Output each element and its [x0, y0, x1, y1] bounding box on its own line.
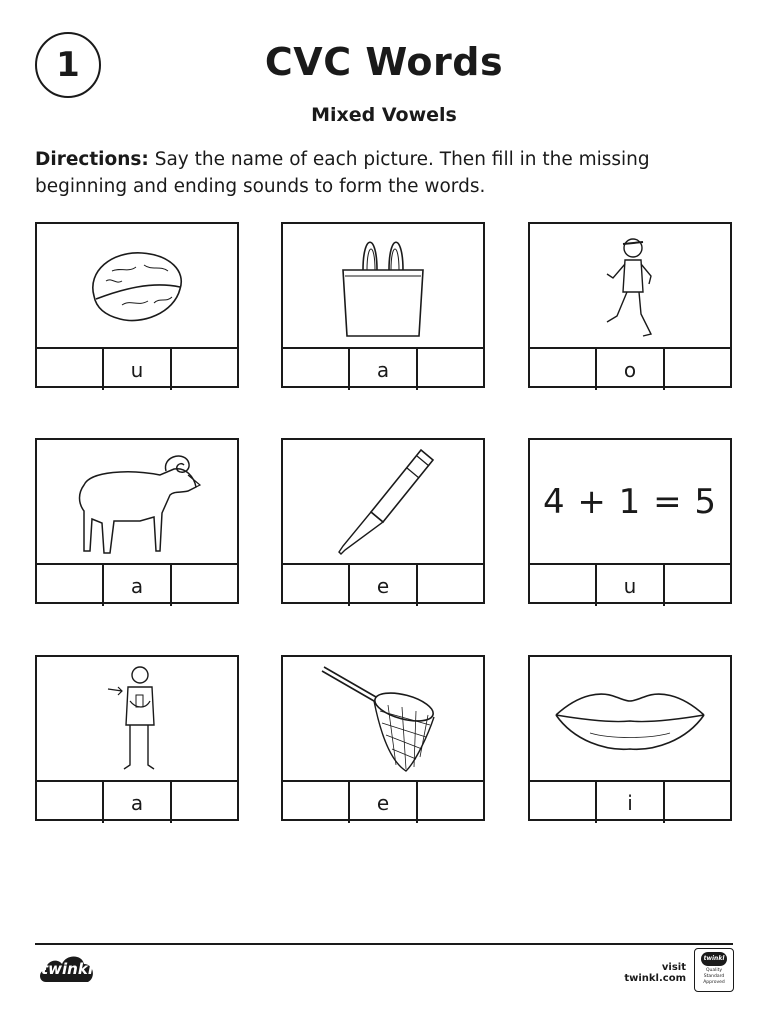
footer-divider	[35, 943, 733, 945]
last-letter-box[interactable]	[418, 565, 483, 606]
vowel-box: a	[102, 565, 171, 606]
last-letter-box[interactable]	[665, 565, 730, 606]
letter-boxes	[37, 565, 237, 606]
letter-boxes	[37, 349, 237, 390]
net-icon	[318, 661, 448, 776]
first-letter-box[interactable]	[530, 782, 595, 823]
word-card	[35, 655, 239, 821]
word-card	[281, 655, 485, 821]
letter-boxes	[530, 565, 730, 606]
ram-icon	[70, 447, 204, 557]
badge-logo: twinkl	[701, 952, 727, 966]
word-card	[281, 438, 485, 604]
last-letter-box[interactable]	[172, 782, 237, 823]
first-letter-box[interactable]	[530, 565, 595, 606]
first-letter-box[interactable]	[37, 565, 102, 606]
picture-frame	[283, 224, 483, 349]
sum-equation: 4 + 1 = 5	[542, 481, 718, 522]
badge-text: Quality Standard Approved	[703, 968, 725, 985]
picture-frame	[283, 657, 483, 782]
picture-frame	[283, 440, 483, 565]
page-number: 1	[56, 45, 80, 85]
vowel-box: a	[102, 782, 171, 823]
picture-frame	[530, 440, 730, 565]
lips-icon	[550, 679, 710, 759]
letter-boxes	[283, 782, 483, 823]
vowel-box: i	[595, 782, 664, 823]
letter-boxes	[530, 349, 730, 390]
bag-icon	[333, 228, 433, 343]
last-letter-box[interactable]	[418, 349, 483, 390]
word-card	[528, 222, 732, 388]
picture-frame	[37, 224, 237, 349]
logo-text: twinkl	[41, 960, 93, 978]
first-letter-box[interactable]	[283, 349, 348, 390]
vowel-box: o	[595, 349, 664, 390]
first-letter-box[interactable]	[530, 349, 595, 390]
last-letter-box[interactable]	[665, 349, 730, 390]
word-card	[35, 222, 239, 388]
first-letter-box[interactable]	[283, 782, 348, 823]
letter-boxes	[283, 349, 483, 390]
vowel-box: a	[348, 349, 417, 390]
first-letter-box[interactable]	[37, 782, 102, 823]
twinkl-logo[interactable]	[38, 952, 96, 986]
vowel-box: u	[595, 565, 664, 606]
pen-icon	[323, 444, 443, 559]
picture-frame	[530, 657, 730, 782]
last-letter-box[interactable]	[418, 782, 483, 823]
quality-badge	[694, 948, 734, 992]
last-letter-box[interactable]	[665, 782, 730, 823]
first-letter-box[interactable]	[283, 565, 348, 606]
letter-boxes	[37, 782, 237, 823]
letter-boxes	[530, 782, 730, 823]
directions	[35, 146, 735, 200]
jogger-icon	[595, 230, 665, 342]
word-card	[528, 438, 732, 604]
last-letter-box[interactable]	[172, 349, 237, 390]
picture-frame	[37, 657, 237, 782]
word-card	[281, 222, 485, 388]
vowel-box: e	[348, 565, 417, 606]
vowel-box: e	[348, 782, 417, 823]
walnut-icon	[82, 241, 192, 331]
first-letter-box[interactable]	[37, 349, 102, 390]
page-subtitle: Mixed Vowels	[311, 104, 457, 126]
vowel-box: u	[102, 349, 171, 390]
last-letter-box[interactable]	[172, 565, 237, 606]
man-holding-bottle-icon	[102, 661, 172, 776]
word-card	[528, 655, 732, 821]
page-title: CVC Words	[264, 40, 504, 84]
word-card	[35, 438, 239, 604]
picture-frame	[530, 224, 730, 349]
letter-boxes	[283, 565, 483, 606]
visit-link[interactable]: visit twinkl.com	[624, 962, 686, 984]
directions-label: Directions:	[35, 149, 149, 170]
picture-frame	[37, 440, 237, 565]
directions-text: Say the name of each picture. Then fill in the missing beginning and ending sounds to form the words.	[35, 149, 650, 197]
